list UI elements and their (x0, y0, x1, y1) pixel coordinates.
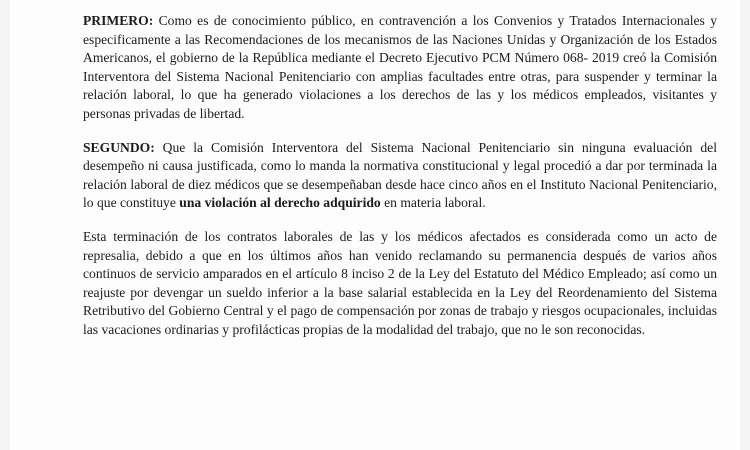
paragraph-text: Esta terminación de los contratos laborales de las y los médicos afectados es considerada como un acto de represalia, debido a que en los últimos años han venido reclamando su permanencia después de varios años continuos de servicio amparados en el artículo 8 inciso 2 de la Ley del Estatuto del Médico Empleado; así como un reajuste por devengar un sueldo inferior a la base salarial establecida en la Ley del Reordenamiento del Sistema Retributivo del Gobierno Central y el pago de compensación por zonas de trabajo y riesgos ocupacionales, incluidas las vacaciones ordinarias y profilácticas propias de la modalidad del trabajo, que no le son reconocidas. (83, 228, 717, 337)
paragraph-tail: en materia laboral. (380, 195, 486, 211)
paragraph-text: Como es de conocimiento público, en contravención a los Convenios y Tratados Internacionales y especificamente a las Recomendaciones de los mecanismos de las Naciones Unidas y Organización de los Estados Americanos, el gobierno de la República mediante el Decreto Ejecutivo PCM Número 068- 2019 creó la Comisión Interventora del Sistema Nacional Penitenciario con amplias facultades entre otras, para suspender y terminar la relación laboral, lo que ha generado violaciones a los derechos de las y los médicos empleados, visitantes y personas privadas de libertad. (83, 13, 717, 121)
document-body (83, 12, 717, 355)
paragraph-lead: SEGUNDO: (83, 139, 155, 155)
paragraph-text: Que la Comisión Interventora del Sistema Nacional Penitenciario sin ninguna evaluación del desempeño ni causa justificada, como lo manda la normativa constitucional y legal procedió a dar por terminada la relación laboral de diez médicos que se desempeñaban desde hace cinco años en el Instituto Nacional Penitenciario, lo que constituye (83, 139, 717, 211)
paragraph-terminacion (83, 228, 717, 340)
emphasis-text: una violación al derecho adquirido (179, 195, 381, 211)
paragraph-primero (83, 12, 717, 124)
paragraph-segundo (83, 139, 717, 213)
paragraph-lead: PRIMERO: (83, 13, 154, 28)
document-page (10, 0, 740, 450)
